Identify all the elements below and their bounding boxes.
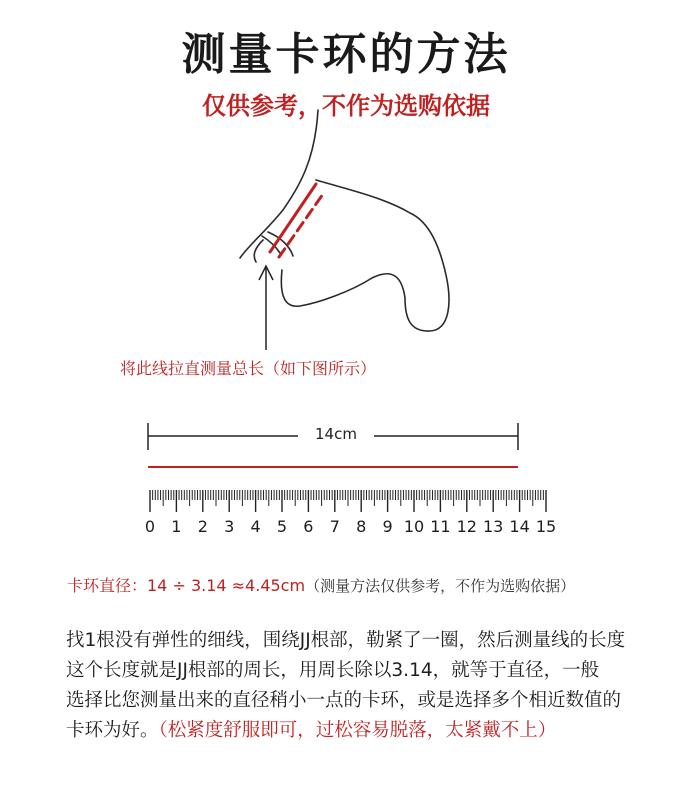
ruler-number: 13 — [483, 517, 504, 536]
ruler-number: 15 — [535, 517, 557, 536]
fit-note: （松紧度舒服即可，过松容易脱落，太紧戴不上） — [158, 720, 557, 741]
string-loop-mark — [270, 184, 323, 257]
ruler-number: 4 — [250, 517, 261, 536]
paragraph-line-last — [66, 716, 666, 746]
formula-main: 卡环直径：14 ÷ 3.14 ≈4.45cm — [67, 576, 306, 595]
ruler-number: 12 — [456, 517, 477, 536]
diameter-formula — [67, 573, 575, 596]
formula-note: （测量方法仅供参考，不作为选购依据） — [305, 577, 576, 595]
ruler-number: 14 — [509, 517, 530, 536]
ruler — [150, 490, 546, 512]
ruler-number: 1 — [171, 517, 182, 536]
instruction-paragraph — [66, 626, 666, 746]
ruler-number: 6 — [303, 517, 314, 536]
arrow-instruction-label: 将此线拉直测量总长（如下图所示） — [120, 359, 377, 378]
paragraph-line: 找1根没有弹性的细线，围绕JJ根部，勒紧了一圈，然后测量线的长度 — [66, 630, 626, 651]
ruler-number: 3 — [224, 517, 235, 536]
ruler-number: 9 — [382, 517, 393, 536]
ruler-number: 11 — [430, 517, 451, 536]
ruler-number: 5 — [276, 517, 288, 536]
ruler-number: 7 — [329, 517, 340, 536]
pointer-arrow — [259, 266, 273, 350]
disclaimer-subtitle: 仅供参考，不作为选购依据 — [202, 92, 490, 120]
body-outline-illustration — [240, 110, 449, 331]
ruler-number: 10 — [403, 517, 425, 536]
paragraph-line: 选择比您测量出来的直径稍小一点的卡环，或是选择多个相近数值的 — [66, 690, 622, 711]
page-title: 测量卡环的方法 — [181, 29, 511, 80]
ruler-number: 8 — [356, 517, 367, 536]
measured-length-label: 14cm — [298, 425, 374, 443]
paragraph-line: 这个长度就是JJ根部的周长，用周长除以3.14，就等于直径，一般 — [66, 660, 600, 681]
paragraph-last-text: 卡环为好。 — [66, 720, 159, 741]
ruler-number: 0 — [144, 517, 156, 536]
ruler-number: 2 — [197, 517, 208, 536]
